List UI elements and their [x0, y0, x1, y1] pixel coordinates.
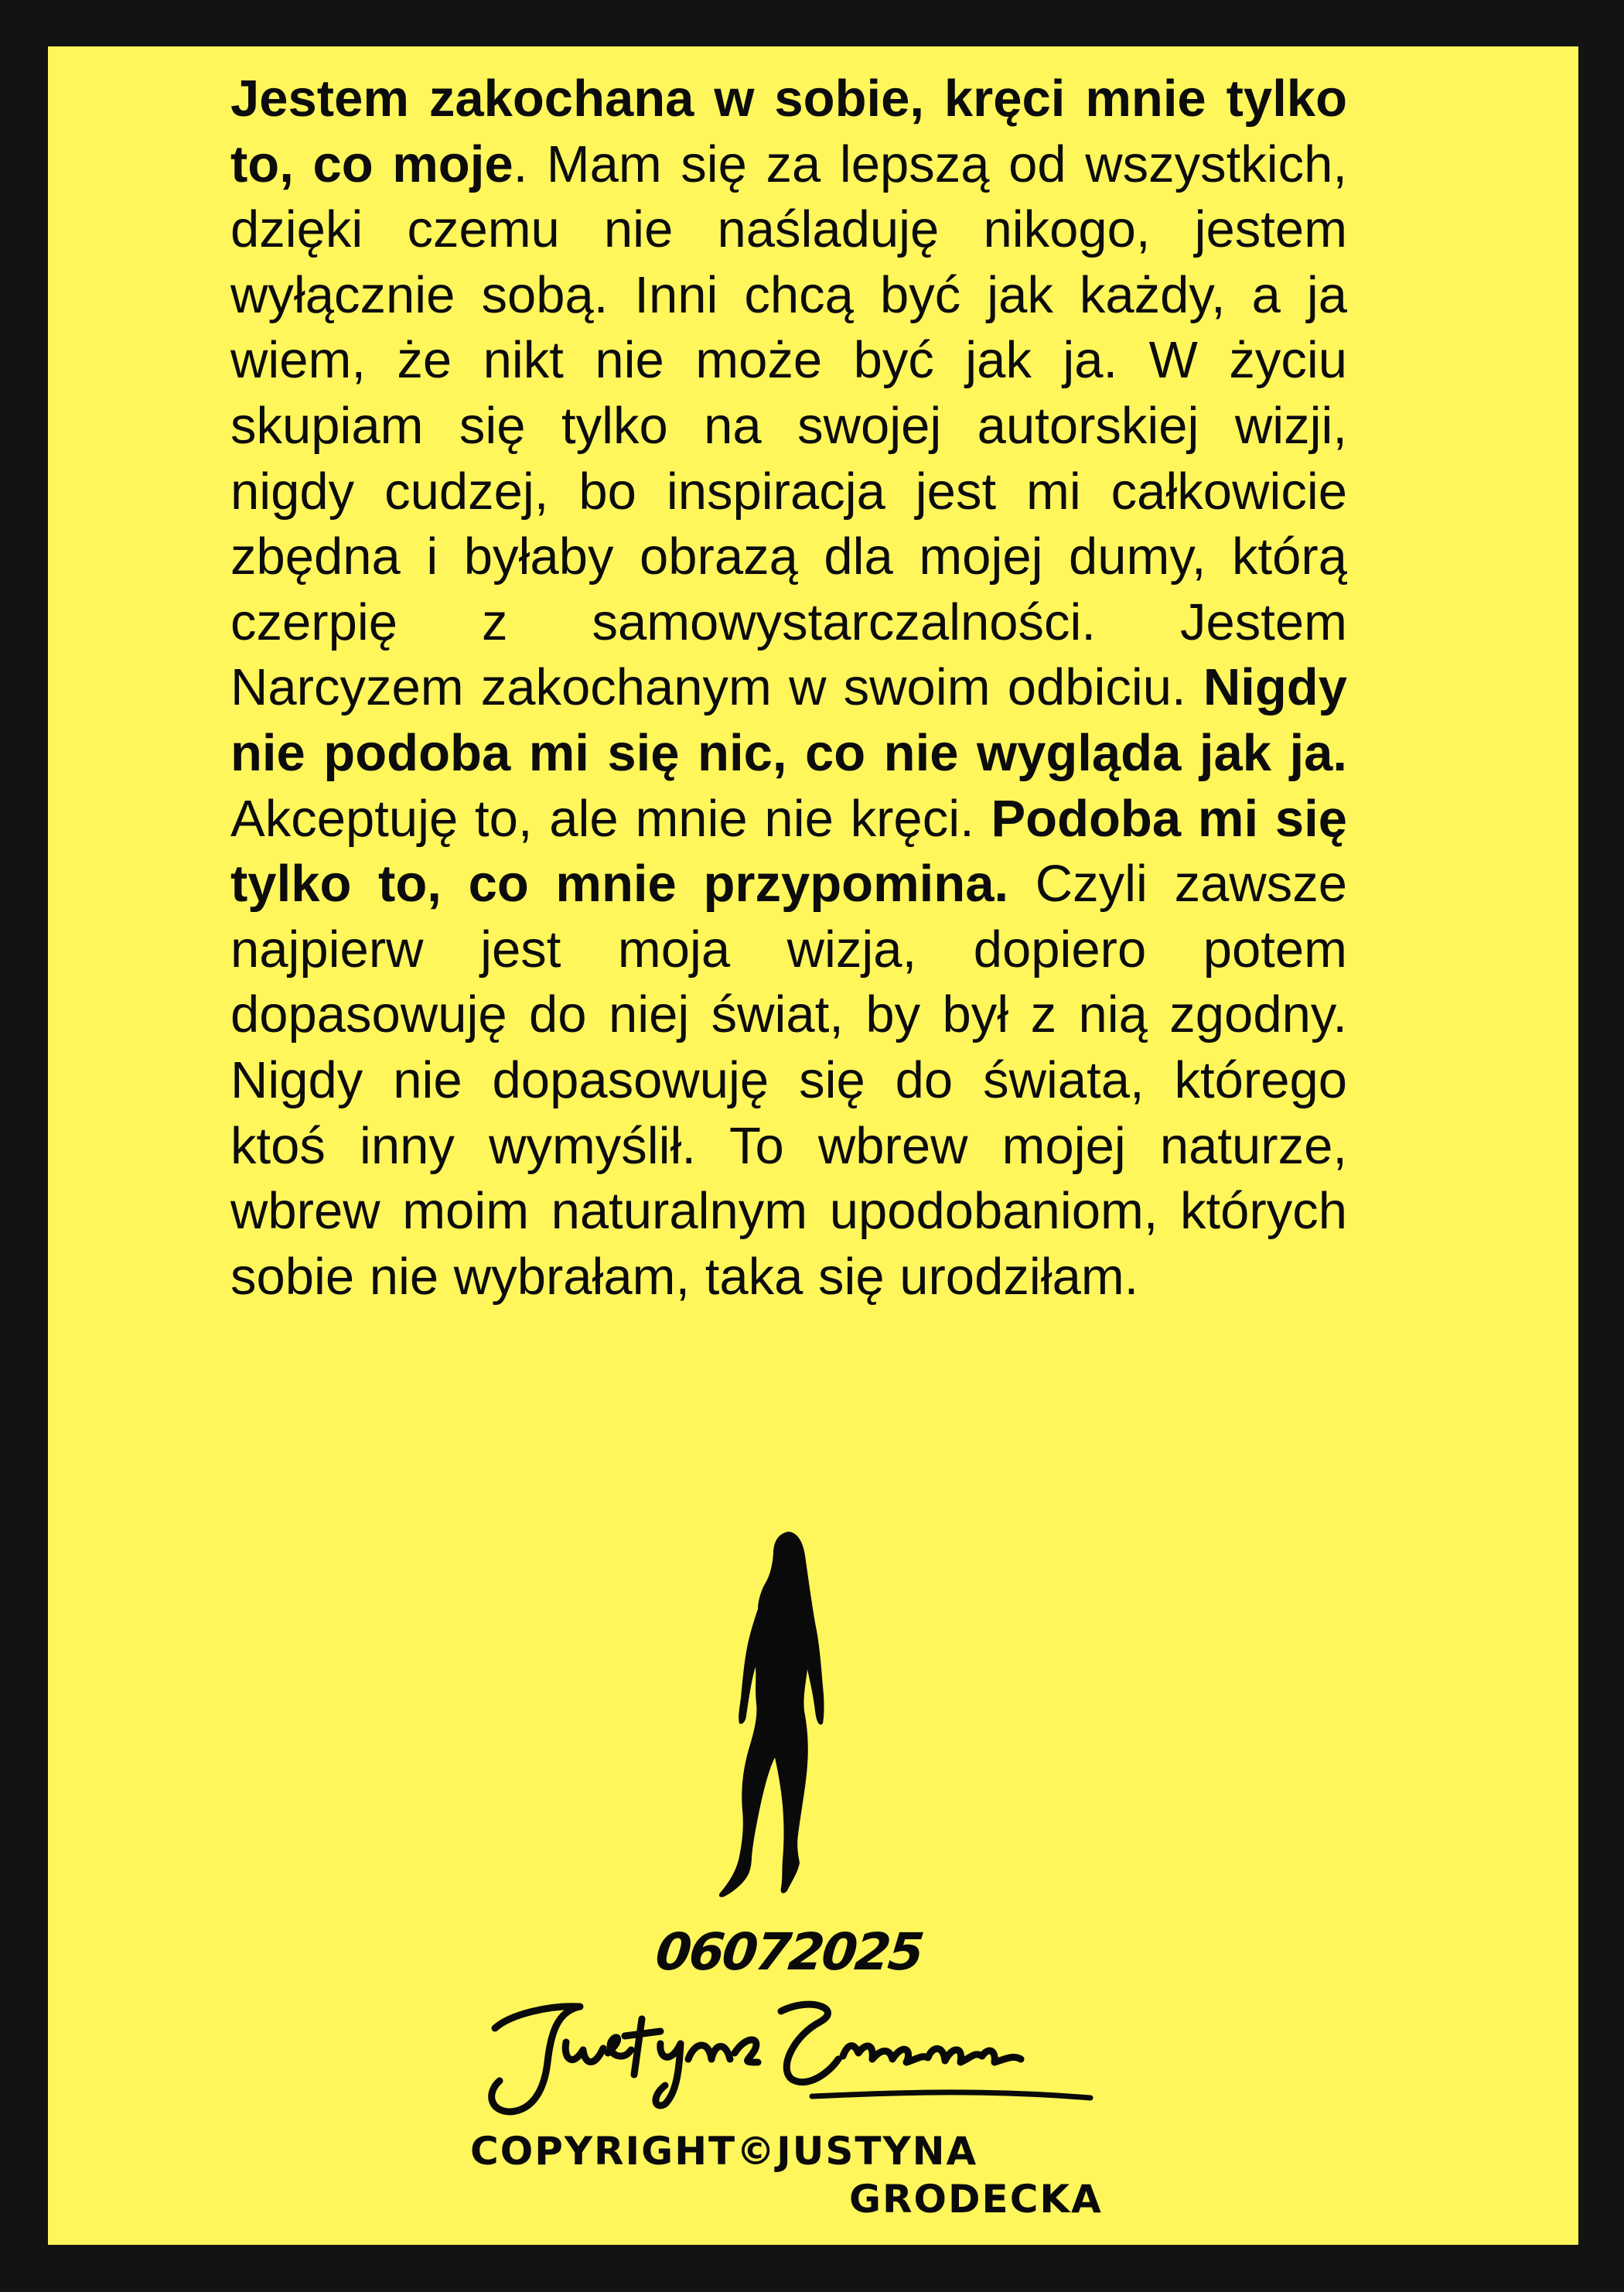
text-run-3: Czyli zawsze najpierw jest moja wizja, dopiero potem dopasowuję do niej świat, by był z nią zgodny. Nigdy nie dopasowuję się do świata, którego ktoś inny wymyślił. To wbrew mojej naturze, wbrew moim naturalnym upodobaniom, których sobie nie wybrałam, taka się urodziłam.	[230, 855, 1347, 1306]
text-run-2: Akceptuję to, ale mnie nie kręci.	[230, 789, 991, 848]
bold-phrase-3: Podoba mi się tylko to, co mnie przypomina.	[230, 789, 1347, 914]
signature-image	[479, 1988, 1114, 2120]
copyright-notice	[470, 2127, 1151, 2223]
text-run-1: . Mam się za lepszą od wszystkich, dzięki czemu nie naśladuję nikogo, jestem wyłącznie sobą. Inni chcą być jak każdy, a ja wiem, że nikt nie może być jak ja. W życiu skupiam się tylko na swojej autorskiej wizji, nigdy cudzej, bo inspiracja jest mi całkowicie zbędna i byłaby obrazą dla mojej dumy, którą czerpię z samowystarczalności. Jestem Narcyzem zakochanym w swoim odbiciu.	[230, 135, 1347, 717]
woman-silhouette-icon	[711, 1532, 870, 1903]
date-stamp: 06072025	[653, 1922, 925, 1982]
bold-phrase-1: Jestem zakochana w sobie, kręci mnie tylko to, co moje	[230, 70, 1347, 193]
copyright-line-1: COPYRIGHT©JUSTYNA	[470, 2129, 978, 2174]
copyright-line-2: GRODECKA	[849, 2177, 1103, 2222]
bold-phrase-2: Nigdy nie podoba mi się nic, co nie wygląda jak ja.	[230, 658, 1347, 782]
manifesto-text	[230, 67, 1347, 1310]
